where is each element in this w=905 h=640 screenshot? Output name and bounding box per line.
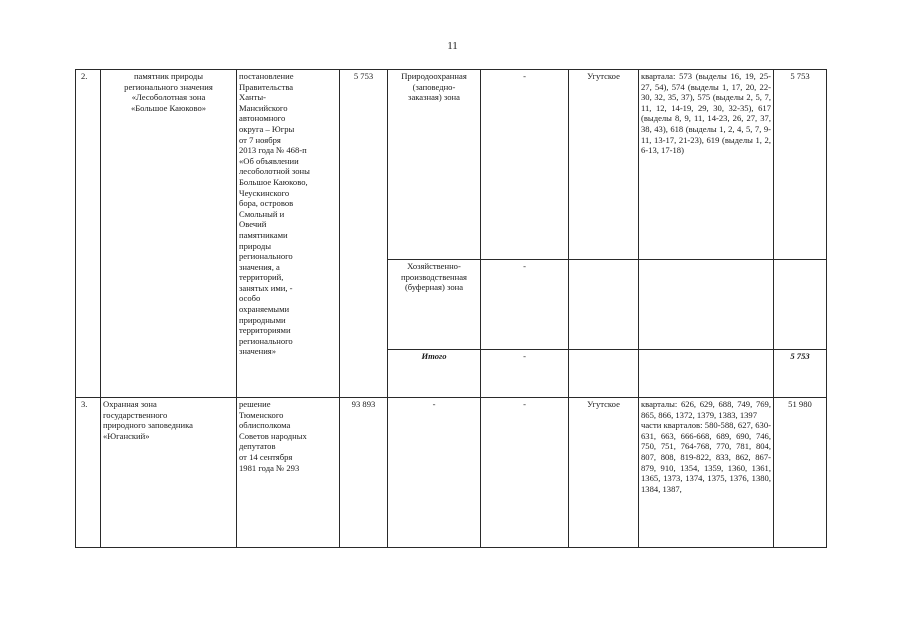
zone-name: - — [388, 398, 481, 548]
quarters-list — [639, 350, 774, 398]
settlement: Угутское — [569, 398, 639, 548]
zone-name: Хозяйственно- производственная (буферная) зона — [388, 260, 481, 350]
page-number: 11 — [447, 40, 458, 52]
quarters-area — [774, 260, 827, 350]
legal-document: решение Тюменского облисполкома Советов народных депутатов от 14 сентября 1981 года № 293 — [237, 398, 340, 548]
zone-dash: - — [481, 350, 569, 398]
settlement — [569, 260, 639, 350]
quarters-list: квартала: 573 (выделы 16, 19, 25-27, 54), 574 (выделы 1, 17, 20, 22-30, 32, 35, 37), 575 (выделы 2, 5, 7, 11, 12, 14-19, 29, 30, 32-35), 617 (выделы 8, 9, 11, 14-23, 26, 27, 37, 38, 43), 618 (выделы 1, 2, 4, 5, 7, 9-11, 13-17, 21-23), 619 (выделы 1, 2, 6-13, 17-18) — [639, 70, 774, 260]
protected-areas-table — [75, 69, 827, 548]
zone-dash: - — [481, 70, 569, 260]
total-label: Итого — [388, 350, 481, 398]
quarters-list: кварталы: 626, 629, 688, 749, 769, 865, 866, 1372, 1379, 1383, 1397 части кварталов: 580-588, 627, 630-631, 663, 666-668, 689, 690, 746, 750, 751, 764-768, 770, 781, 804, 807, 808, 819-822, 833, 862, 867-879, 910, 1354, 1359, 1360, 1361, 1365, 1373, 1374, 1375, 1376, 1380, 1384, 1387, — [639, 398, 774, 548]
table-row — [76, 398, 827, 548]
quarters-area: 51 980 — [774, 398, 827, 548]
settlement — [569, 350, 639, 398]
zone-dash: - — [481, 260, 569, 350]
settlement: Угутское — [569, 70, 639, 260]
total-value: 5 753 — [774, 350, 827, 398]
zone-name: Природоохранная (заповедно- заказная) зона — [388, 70, 481, 260]
row-number: 2. — [76, 70, 101, 398]
legal-document: постановление Правительства Ханты- Мансийского автономного округа – Югры от 7 ноября 2013 года № 468-п «Об объявлении лесоболотной зоны Большое Каюково, Чеускинского бора, островов Смольный и Овечий памятниками природы регионального значения, а территорий, занятых ими, - особо охраняемыми природными территориями регионального значения» — [237, 70, 340, 398]
zone-dash: - — [481, 398, 569, 548]
quarters-list — [639, 260, 774, 350]
quarters-area: 5 753 — [774, 70, 827, 260]
area-name: Охранная зона государственного природного заповедника «Юганский» — [101, 398, 237, 548]
total-area: 93 893 — [340, 398, 388, 548]
row-number: 3. — [76, 398, 101, 548]
area-name: памятник природы регионального значения «Лесоболотная зона «Большое Каюково» — [101, 70, 237, 398]
table-row — [76, 70, 827, 260]
total-area: 5 753 — [340, 70, 388, 398]
